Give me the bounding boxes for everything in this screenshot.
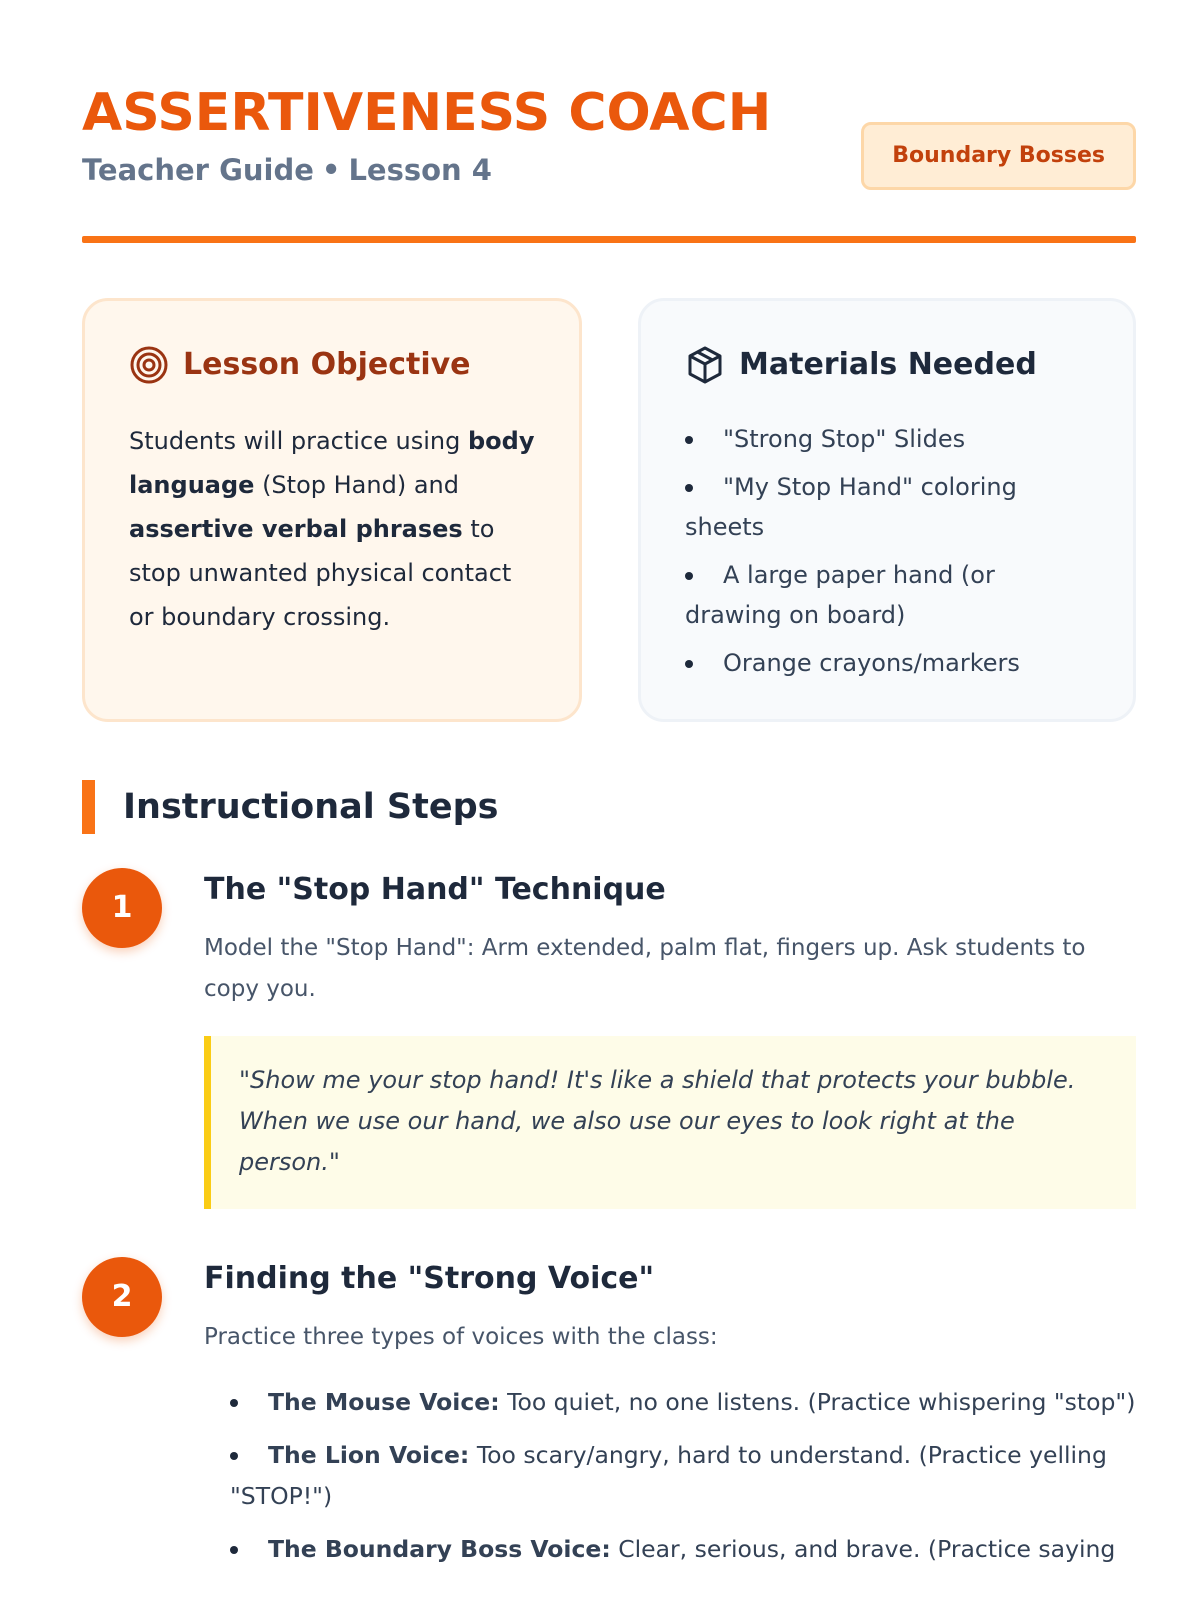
objective-title: Lesson Objective <box>183 347 471 382</box>
step-description: Model the "Stop Hand": Arm extended, palm flat, fingers up. Ask students to copy you. <box>204 935 1086 1002</box>
step-description: Practice three types of voices with the class: <box>204 1324 718 1350</box>
voice-name: The Boundary Boss Voice: <box>268 1535 611 1563</box>
objective-text-part: to stop unwanted physical contact or boundary crossing. <box>129 515 512 631</box>
voice-name: The Lion Voice: <box>268 1441 470 1469</box>
box-icon <box>685 345 725 385</box>
materials-title: Materials Needed <box>739 347 1037 382</box>
objective-card-header <box>129 341 539 389</box>
step-title: The "Stop Hand" Technique <box>204 872 666 907</box>
section-title: Instructional Steps <box>123 787 499 827</box>
unit-badge: Boundary Bosses <box>861 122 1136 190</box>
step-number-badge: 1 <box>82 868 162 948</box>
objective-text-part: Students will practice using <box>129 427 468 455</box>
voice-description: Too scary/angry, hard to understand. (Practice yelling "STOP!") <box>230 1441 1107 1510</box>
objective-text-part: (Stop Hand) and <box>254 471 459 499</box>
list-item: "Strong Stop" Slides <box>685 419 1093 459</box>
voice-name: The Mouse Voice: <box>268 1388 500 1416</box>
voice-description: Too quiet, no one listens. (Practice whispering "stop") <box>499 1388 1136 1416</box>
list-item <box>230 1529 1136 1570</box>
page-subtitle <box>82 150 492 190</box>
list-item: A large paper hand (or drawing on board) <box>685 555 1093 635</box>
step-number-badge: 2 <box>82 1257 162 1337</box>
header-divider <box>82 236 1136 243</box>
list-item: Orange crayons/markers <box>685 643 1093 683</box>
list-item: "My Stop Hand" coloring sheets <box>685 467 1093 547</box>
list-item <box>230 1435 1136 1517</box>
voice-description: Clear, serious, and brave. (Practice saying <box>610 1535 1116 1563</box>
subtitle-separator: • <box>321 153 341 187</box>
list-item <box>230 1382 1136 1423</box>
page-title: ASSERTIVENESS COACH <box>82 83 772 143</box>
objective-bold-verbal-phrases: assertive verbal phrases <box>129 515 463 543</box>
objective-bold-body-language: body language <box>129 427 535 499</box>
section-heading <box>82 780 498 834</box>
section-accent-bar <box>82 780 95 834</box>
materials-card-header <box>685 341 1093 389</box>
materials-list <box>685 419 1093 683</box>
teacher-script-quote: "Show me your stop hand! It's like a shield that protects your bubble. When we use our hand, we also use our eyes to look right at the person." <box>204 1036 1136 1209</box>
objective-text <box>129 419 539 639</box>
step-body <box>204 868 1136 1209</box>
objective-card <box>82 298 582 722</box>
step-title: Finding the "Strong Voice" <box>204 1261 655 1296</box>
target-icon <box>129 345 169 385</box>
subtitle-lesson: Lesson 4 <box>348 153 492 187</box>
subtitle-guide: Teacher Guide <box>82 153 314 187</box>
voice-types-list <box>230 1382 1136 1570</box>
materials-card <box>638 298 1136 722</box>
step-body <box>204 1257 1136 1582</box>
